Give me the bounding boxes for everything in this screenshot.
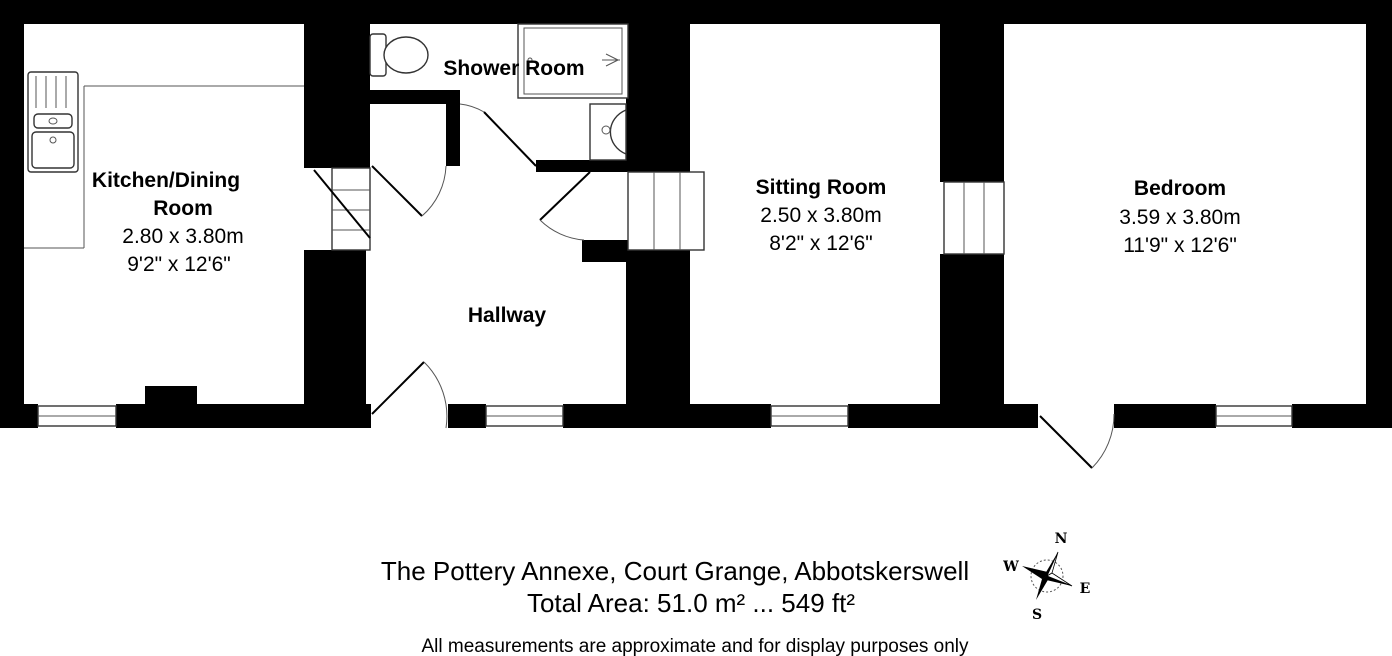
room-name-sitting: Sitting Room (755, 176, 887, 199)
room-dim-imperial-sitting: 8'2" x 12'6" (769, 232, 873, 255)
room-name-bedroom: Bedroom (1133, 177, 1227, 200)
room-name-kitchen-line1: Kitchen/Dining (91, 169, 241, 192)
room-dim-imperial-bedroom: 11'9" x 12'6" (1123, 234, 1237, 257)
room-label-kitchen (92, 169, 244, 276)
disclaimer: All measurements are approximate and for display purposes only (421, 636, 969, 656)
compass-south: S (1031, 607, 1043, 623)
room-label-bedroom (1119, 177, 1240, 257)
room-name-kitchen-line2: Room (153, 197, 213, 220)
room-label-sitting (756, 176, 887, 255)
compass-rose-icon (1002, 531, 1090, 623)
room-dim-metric-bedroom: 3.59 x 3.80m (1119, 206, 1241, 229)
room-dim-metric-sitting: 2.50 x 3.80m (760, 204, 882, 227)
room-name-hallway: Hallway (467, 304, 547, 327)
room-name-shower: Shower Room (443, 57, 585, 80)
washbasin-icon (590, 104, 626, 160)
kitchen-fixtures (24, 72, 304, 248)
sink-icon (28, 72, 78, 172)
plan-title: The Pottery Annexe, Court Grange, Abbotskerswell (380, 556, 970, 586)
room-dim-metric-kitchen: 2.80 x 3.80m (122, 225, 244, 248)
compass-north: N (1054, 531, 1068, 547)
total-area: Total Area: 51.0 m² ... 549 ft² (526, 588, 856, 618)
room-label-shower (443, 57, 584, 80)
toilet-icon (370, 34, 428, 76)
room-dim-imperial-kitchen: 9'2" x 12'6" (127, 253, 231, 276)
steps (332, 168, 1004, 254)
room-label-hallway (468, 304, 547, 327)
compass-east: E (1079, 581, 1091, 597)
compass-west: W (1003, 559, 1019, 575)
